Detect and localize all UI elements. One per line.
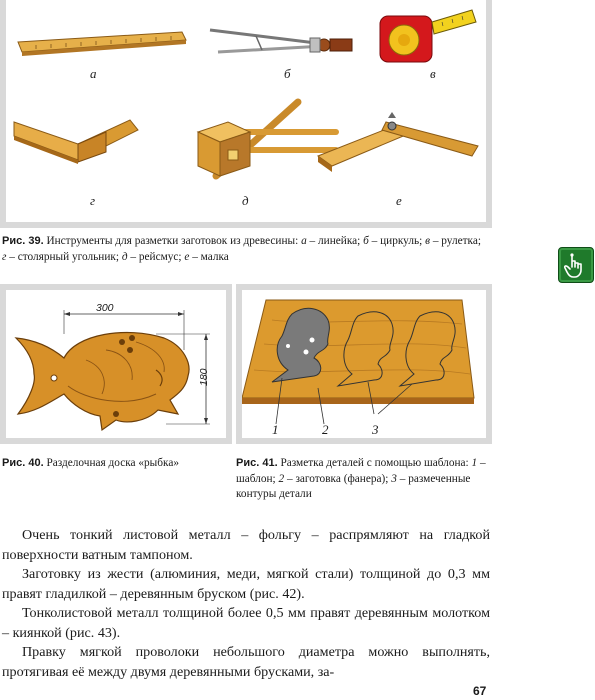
caption-text: – размеченные контуры детали [236,472,471,500]
caption-text: – столярный угольник; [6,250,122,263]
figure-40-caption [2,456,230,472]
tape-measure-drawing [380,10,476,62]
figure-40-canvas [6,290,226,438]
label-template-1: 1 [272,422,279,437]
figure-39-letter-g: г [90,193,96,208]
figure-39-drawings [6,0,486,222]
dimension-height-label: 180 [198,368,210,386]
body-text [2,526,490,682]
fish-board-drawing [6,290,226,438]
paragraph-wire: Правку мягкой проволоки небольшого диаметра можно выполнять, протягивая её между двумя деревянными брусками, за- [2,644,490,680]
figure-39-caption [2,234,488,265]
caption-number: 2 [278,472,285,485]
caption-letter: б [363,235,369,247]
caption-text: – линейка; [306,235,364,247]
figure-39-letter-e: е [396,193,402,208]
figure-40-panel [0,284,232,444]
ruler-drawing [18,32,186,56]
figure-39-canvas [6,0,486,222]
caption-text: – шаблон; [236,457,486,485]
page-number: 67 [473,684,487,698]
compass-drawing [210,30,352,52]
caption-text: Разметка деталей с помощью шаблона: [277,457,472,469]
label-contours-3: 3 [372,422,379,437]
caption-text: – рейсмус; [127,250,185,263]
figure-39-panel [0,0,492,228]
caption-text: – заготовка (фанера); [284,472,392,485]
figure-41-panel [236,284,492,444]
label-blank-2: 2 [322,422,329,437]
caption-text: Разделочная доска «рыбка» [43,457,179,469]
caption-text: – циркуль; [368,235,426,247]
paragraph-tin: Заготовку из жести (алюминия, меди, мягкой стали) толщиной до 0,3 мм правят гладилкой – деревянным бруском (рис. 42). [2,566,490,602]
caption-text: – малка [189,250,229,263]
caption-letter: г [2,250,7,263]
figure-41-caption [236,456,488,503]
template-marking-drawing [242,290,486,438]
paragraph-sheet-metal: Тонколистовой металл толщиной более 0,5 мм правят деревянным молотком – киянкой (рис. 43). [2,605,490,641]
caption-text: – рулетка; [430,235,482,247]
interactive-touch-button[interactable] [558,247,594,283]
marking-gauge-drawing [198,102,336,176]
touch-hand-icon [559,248,593,282]
carpenter-square-drawing [14,120,138,164]
caption-label: Рис. 41. [236,457,278,469]
caption-text: Инструменты для разметки заготовок из древесины: [43,235,302,247]
paragraph-foil: Очень тонкий листовой металл – фольгу – распрямляют на гладкой поверхности ватным тампоном. [2,527,490,563]
figure-39-letter-v: в [430,66,436,81]
figure-39-letter-b: б [284,66,291,81]
caption-letter: е [184,250,190,263]
figure-41-canvas [242,290,486,438]
caption-label: Рис. 39. [2,235,44,247]
caption-letter: д [121,250,128,263]
caption-letter: а [301,235,307,247]
bevel-drawing [318,112,478,172]
caption-number: 3 [391,472,397,485]
caption-label: Рис. 40. [2,457,44,469]
figure-39-letter-d: д [242,193,249,208]
dimension-width-label: 300 [96,302,114,314]
figure-39-letter-a: а [90,66,97,81]
caption-number: 1 [471,457,478,469]
caption-letter: в [425,235,430,247]
